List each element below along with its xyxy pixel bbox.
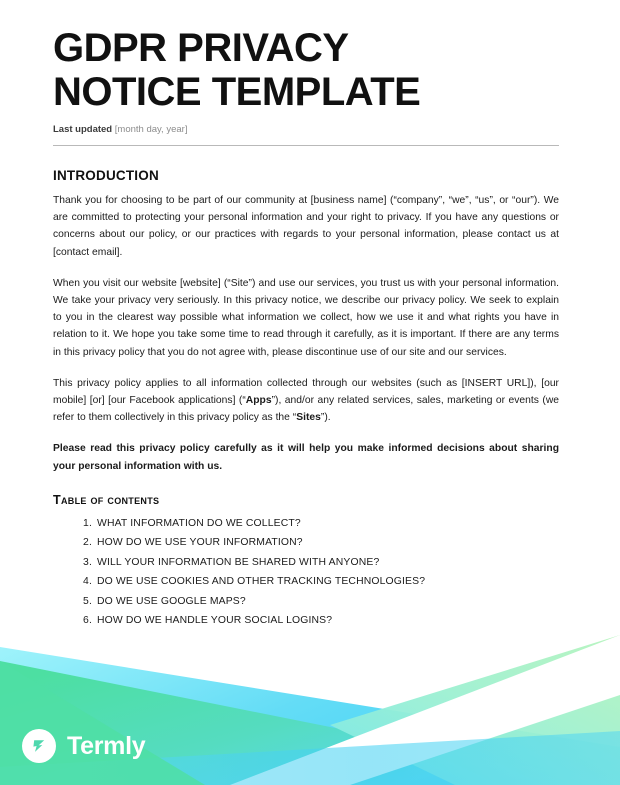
list-item[interactable] [53, 533, 559, 553]
toc-label: WILL YOUR INFORMATION BE SHARED WITH ANYONE? [97, 556, 380, 568]
intro-paragraph-1: Thank you for choosing to be part of our community at [business name] (“company”, “we”, “us”, or “our”). We are committed to protecting your personal information and your right to privacy. If you have any questions or concerns about our policy, or our practices with regards to your personal information, please contact us at [contact email]. [53, 195, 559, 258]
toc-label: WHAT INFORMATION DO WE COLLECT? [97, 517, 301, 529]
toc-number: 5. [83, 595, 92, 607]
list-item[interactable] [53, 553, 559, 573]
termly-play-mark-icon [22, 729, 56, 763]
toc-label: DO WE USE COOKIES AND OTHER TRACKING TECHNOLOGIES? [97, 576, 426, 588]
page-title-line-2: NOTICE TEMPLATE [53, 70, 421, 114]
header-divider [53, 145, 559, 146]
document-content [53, 0, 559, 709]
p3-term-apps: Apps [245, 395, 272, 407]
toc-number: 4. [83, 576, 92, 588]
page-title [53, 0, 559, 114]
toc-label: HOW DO WE HANDLE YOUR SOCIAL LOGINS? [97, 615, 333, 627]
intro-paragraph-2: When you visit our website [website] (“Site”) and use our services, you trust us with your personal information. We take your privacy very seriously. In this privacy notice, we describe our privacy policy. We seek to explain to you in the clearest way possible what information we collect, how we use it and what rights you have in relation to it. We hope you take some time to read through it carefully, as it is important. If there are any terms in this privacy policy that you do not agree with, please discontinue use of our site and our services. [53, 277, 559, 358]
toc-number: 3. [83, 556, 92, 568]
p3-seg-3: ”). [320, 412, 331, 424]
brand-logo[interactable] [22, 729, 145, 763]
toc-number: 6. [83, 615, 92, 627]
list-item[interactable] [53, 572, 559, 592]
p3-seg-2: ”), and/or any related services, sales, marketing or events (we refer to them collectively in this privacy policy as the “ [53, 395, 559, 424]
introduction-heading: INTRODUCTION [53, 168, 159, 183]
intro-paragraph-3 [53, 375, 559, 427]
list-item[interactable] [53, 592, 559, 612]
toc-label: HOW DO WE USE YOUR INFORMATION? [97, 537, 303, 549]
brand-name: Termly [67, 731, 146, 760]
last-updated [53, 123, 559, 136]
toc-number: 1. [83, 517, 92, 529]
list-item[interactable] [53, 611, 559, 631]
intro-paragraph-4: Please read this privacy policy carefully as it will help you make informed decisions about sharing your personal information with us. [53, 443, 559, 472]
footer-brand-banner [0, 635, 620, 785]
list-item[interactable] [53, 514, 559, 534]
p3-seg-1: This privacy policy applies to all information collected through our websites (such as [INSERT URL]), [our mobile] [or] [our Facebook applications] (“ [53, 377, 559, 407]
table-of-contents-heading: Table of contents [53, 492, 160, 507]
last-updated-value: [month day, year] [114, 124, 188, 135]
toc-number: 2. [83, 537, 92, 549]
page-title-line-1: GDPR PRIVACY [53, 26, 349, 70]
last-updated-label: Last updated [53, 124, 113, 135]
toc-label: DO WE USE GOOGLE MAPS? [97, 595, 246, 607]
p3-term-sites: Sites [296, 412, 321, 424]
